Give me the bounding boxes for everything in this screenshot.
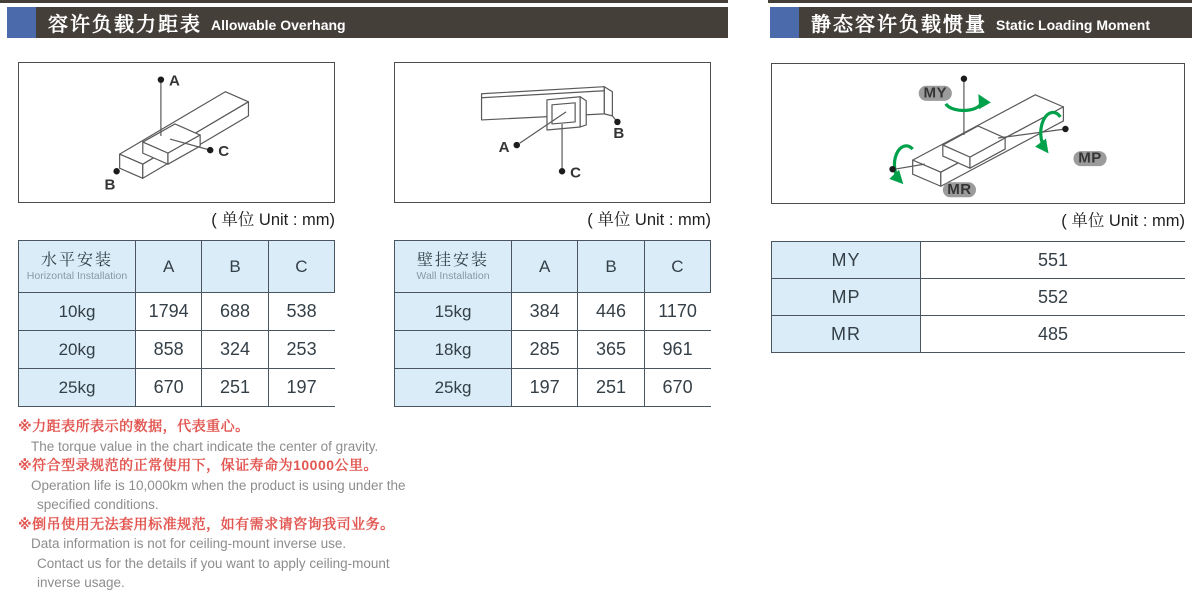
note-en: Operation life is 10,000km when the product is using under the <box>31 477 406 493</box>
mp-badge: MP <box>1078 149 1102 167</box>
column-header-b: B <box>202 241 268 293</box>
column-header-c: C <box>644 241 710 293</box>
point-c-label: C <box>570 164 582 182</box>
column-header-a: A <box>136 241 202 293</box>
note-zh: ※倒吊使用无法套用标准规范，如有需求请咨询我司业务。 <box>18 515 395 532</box>
value-c: 670 <box>644 369 710 407</box>
static-moment-diagram <box>772 64 1184 203</box>
value-c: 1170 <box>644 293 710 331</box>
left-header-title-en: Allowable Overhang <box>211 16 346 33</box>
note-en: The torque value in the chart indicate the center of gravity. <box>31 438 379 454</box>
load-label: 25kg <box>395 369 512 407</box>
point-a-label: A <box>168 72 180 90</box>
value-b: 365 <box>578 331 644 369</box>
moment-value: 485 <box>921 316 1186 353</box>
value-a: 670 <box>136 369 202 407</box>
right-header-title-en: Static Loading Moment <box>996 16 1150 33</box>
right-header-title-zh: 静态容许负载惯量 <box>811 14 987 36</box>
table-row <box>772 279 1186 316</box>
load-label: 10kg <box>19 293 136 331</box>
right-section-header <box>799 7 1192 38</box>
value-c: 538 <box>268 293 334 331</box>
row-header-cell <box>19 241 136 293</box>
load-label: 20kg <box>19 331 136 369</box>
load-label: 15kg <box>395 293 512 331</box>
left-header-accent-square <box>7 7 36 38</box>
value-a: 1794 <box>136 293 202 331</box>
horizontal-installation-diagram <box>19 63 334 202</box>
point-b-label: B <box>104 176 116 194</box>
moment-label: MP <box>772 279 921 316</box>
note-en: Data information is not for ceiling-mount inverse use. <box>31 536 347 551</box>
value-c: 197 <box>268 369 334 407</box>
value-a: 197 <box>512 369 578 407</box>
point-c-label: C <box>218 143 230 161</box>
value-b: 251 <box>202 369 268 407</box>
rail-drawing <box>482 87 613 130</box>
table-row <box>395 293 711 331</box>
table-title-en: Wall Installation <box>416 270 490 282</box>
left-section-header <box>36 7 728 38</box>
horizontal-installation-table <box>18 240 335 407</box>
wall-installation-diagram <box>395 63 710 202</box>
table-title-en: Horizontal Installation <box>26 270 128 282</box>
my-badge: MY <box>923 84 948 102</box>
moment-value: 552 <box>921 279 1186 316</box>
right-header-topline <box>768 0 1192 3</box>
table-row <box>395 331 711 369</box>
rail-drawing <box>120 92 249 179</box>
column-header-b: B <box>578 241 644 293</box>
note-zh: ※力距表所表示的数据，代表重心。 <box>18 418 250 434</box>
unit-caption: ( 单位 Unit : mm) <box>1061 212 1185 230</box>
value-c: 961 <box>644 331 710 369</box>
column-header-a: A <box>512 241 578 293</box>
point-b-label: B <box>613 125 625 143</box>
value-b: 688 <box>202 293 268 331</box>
horizontal-installation-diagram-box <box>18 62 335 203</box>
row-header-cell <box>395 241 512 293</box>
table-title-zh: 水平安装 <box>40 252 113 269</box>
note-en: specified conditions. <box>37 497 159 512</box>
unit-caption: ( 单位 Unit : mm) <box>211 211 335 229</box>
table-row <box>19 369 335 407</box>
load-label: 18kg <box>395 331 512 369</box>
value-c: 253 <box>268 331 334 369</box>
mr-badge: MR <box>947 180 972 198</box>
value-b: 324 <box>202 331 268 369</box>
static-moment-table <box>771 241 1185 353</box>
left-header-title-zh: 容许负载力距表 <box>48 14 202 36</box>
value-a: 285 <box>512 331 578 369</box>
column-header-c: C <box>268 241 334 293</box>
table-row <box>772 316 1186 353</box>
note-zh: ※符合型录规范的正常使用下，保证寿命为10000公里。 <box>18 457 379 473</box>
table-row <box>19 293 335 331</box>
unit-caption: ( 单位 Unit : mm) <box>587 211 711 229</box>
moment-value: 551 <box>921 242 1186 279</box>
value-a: 384 <box>512 293 578 331</box>
point-a-label: A <box>498 139 510 157</box>
table-row <box>395 369 711 407</box>
moment-label: MR <box>772 316 921 353</box>
left-header-topline <box>0 0 728 3</box>
value-b: 251 <box>578 369 644 407</box>
static-moment-diagram-box <box>771 63 1185 204</box>
value-b: 446 <box>578 293 644 331</box>
table-row <box>19 331 335 369</box>
wall-installation-table <box>394 240 711 407</box>
load-label: 25kg <box>19 369 136 407</box>
footnotes <box>18 417 518 593</box>
note-en: Contact us for the details if you want to apply ceiling-mount <box>37 555 390 571</box>
wall-installation-diagram-box <box>394 62 711 203</box>
right-header-accent-square <box>770 7 799 38</box>
table-title-zh: 壁挂安装 <box>416 252 489 269</box>
moment-label: MY <box>772 242 921 279</box>
table-row <box>772 242 1186 279</box>
value-a: 858 <box>136 331 202 369</box>
note-en: inverse usage. <box>37 575 125 590</box>
